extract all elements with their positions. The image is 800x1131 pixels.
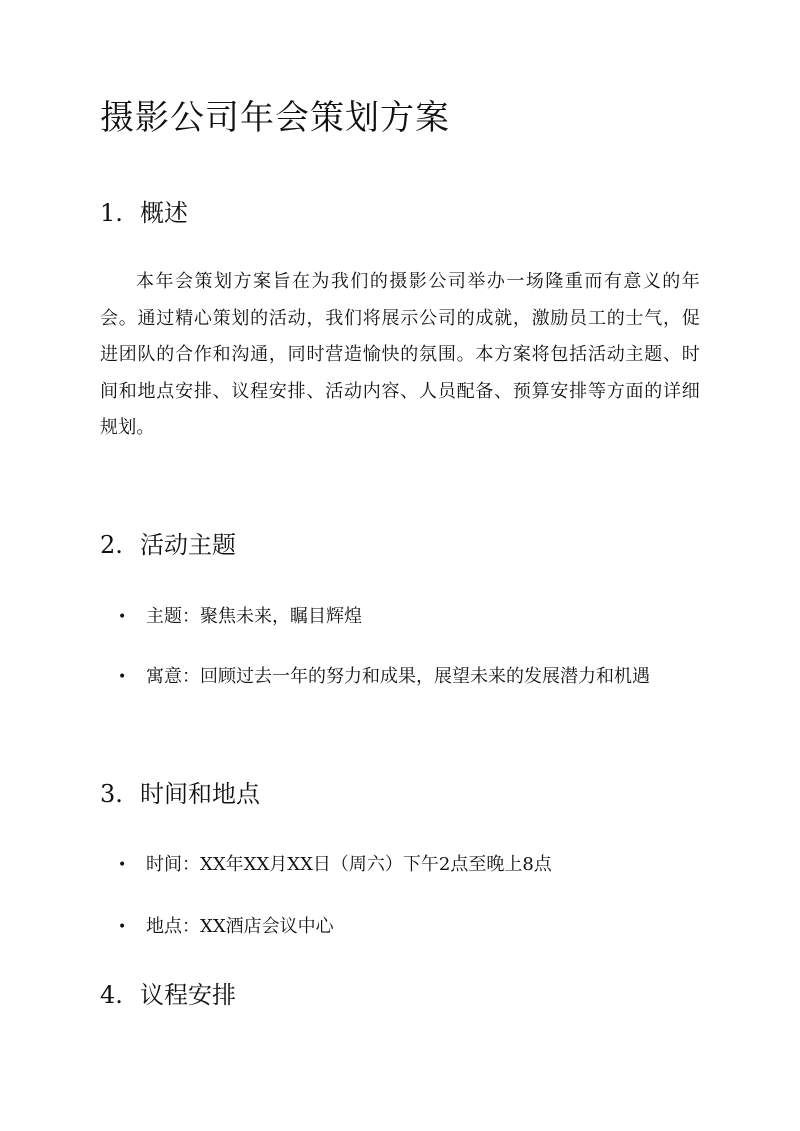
bullet-icon: •	[118, 669, 127, 685]
list-item-text: 地点：XX酒店会议中心	[146, 916, 334, 937]
list-item	[118, 654, 726, 700]
list-item-text: 时间：XX年XX月XX日（周六）下午2点至晚上8点	[146, 854, 552, 875]
document-title: 摄影公司年会策划方案	[100, 98, 450, 138]
section-number: 3.	[100, 780, 123, 808]
list-item	[118, 904, 726, 950]
overview-paragraph: 本年会策划方案旨在为我们的摄影公司举办一场隆重而有意义的年会。通过精心策划的活动，我们将展示公司的成就，激励员工的士气，促进团队的合作和沟通，同时营造愉快的氛围。本方案将包括活动主题、时间和地点安排、议程安排、活动内容、人员配备、预算安排等方面的详细规划。	[100, 271, 700, 438]
bullet-icon: •	[118, 919, 127, 935]
list-item-text: 寓意：回顾过去一年的努力和成果，展望未来的发展潜力和机遇	[146, 666, 650, 687]
section-title: 概述	[140, 199, 188, 227]
section-number: 2.	[100, 531, 123, 559]
list-item	[118, 842, 726, 888]
section-heading-time-place	[100, 778, 260, 810]
section-number: 1.	[100, 199, 123, 227]
section-number: 4.	[100, 981, 123, 1009]
bullet-icon: •	[118, 609, 127, 625]
section-heading-agenda	[100, 979, 236, 1011]
section-title: 议程安排	[140, 981, 236, 1009]
section-title: 活动主题	[140, 531, 236, 559]
section-heading-overview	[100, 197, 188, 229]
section-heading-theme	[100, 529, 236, 561]
list-item	[118, 594, 726, 640]
section-title: 时间和地点	[140, 780, 260, 808]
bullet-icon: •	[118, 857, 127, 873]
list-item-text: 主题：聚焦未来，瞩目辉煌	[146, 606, 362, 627]
